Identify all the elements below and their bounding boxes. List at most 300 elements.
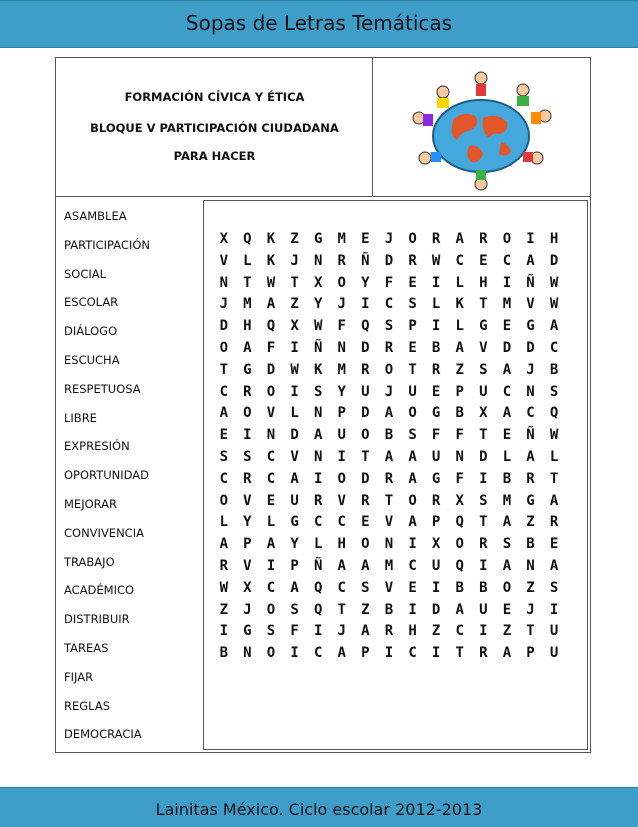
grid-row: [212, 338, 566, 360]
grid-cell: N: [455, 448, 464, 465]
grid-cell: W: [266, 274, 276, 291]
grid-cell: Q: [266, 318, 276, 335]
grid-cell: S: [361, 579, 370, 596]
grid-cell: B: [455, 579, 464, 596]
footer-banner: [0, 787, 638, 827]
grid-cell: A: [313, 427, 323, 444]
grid-cell: Ñ: [313, 557, 323, 574]
grid-cell: S: [243, 448, 252, 465]
grid-cell: D: [526, 339, 535, 356]
grid-cell: I: [290, 645, 299, 662]
grid-cell: H: [243, 318, 252, 335]
grid-row: [212, 600, 566, 622]
word-item: TAREAS: [64, 640, 109, 655]
grid-cell: P: [526, 645, 535, 662]
grid-cell: C: [219, 470, 229, 487]
grid-cell: I: [479, 623, 488, 640]
grid-cell: F: [455, 427, 464, 444]
grid-cell: F: [266, 339, 276, 356]
grid-cell: E: [479, 252, 488, 269]
grid-cell: D: [290, 427, 299, 444]
grid-row: [212, 578, 566, 600]
grid-cell: V: [243, 557, 252, 574]
grid-cell: X: [479, 405, 488, 422]
grid-cell: A: [384, 448, 394, 465]
grid-cell: K: [266, 231, 276, 247]
grid-cell: A: [526, 448, 535, 465]
grid-cell: O: [337, 274, 346, 291]
illustration-box: [373, 58, 590, 196]
grid-cell: Q: [549, 405, 559, 422]
grid-cell: L: [290, 405, 299, 422]
grid-cell: O: [219, 339, 229, 356]
grid-cell: S: [408, 427, 417, 444]
grid-cell: E: [361, 231, 370, 247]
grid-cell: T: [243, 274, 252, 291]
title-banner: [0, 0, 638, 48]
grid-cell: O: [361, 536, 370, 553]
grid-cell: X: [219, 231, 229, 247]
grid-cell: I: [479, 470, 488, 487]
grid-cell: D: [479, 448, 488, 465]
grid-cell: B: [384, 427, 394, 444]
grid-cell: D: [361, 470, 370, 487]
grid-cell: M: [502, 492, 512, 509]
word-item: ASAMBLEA: [64, 209, 127, 223]
grid-cell: D: [502, 339, 512, 356]
grid-cell: C: [502, 383, 512, 400]
grid-cell: D: [549, 252, 559, 269]
grid-row: [212, 294, 566, 316]
word-item: PARTICIPACIÓN: [64, 237, 150, 252]
grid-cell: A: [337, 645, 346, 662]
grid-cell: O: [266, 645, 276, 662]
grid-cell: C: [526, 405, 535, 422]
letter-grid-box: [203, 200, 588, 750]
grid-cell: R: [243, 470, 252, 487]
grid-cell: O: [337, 470, 346, 487]
grid-cell: Z: [219, 601, 229, 618]
grid-cell: C: [337, 579, 346, 596]
grid-cell: B: [455, 405, 464, 422]
grid-cell: A: [361, 623, 370, 640]
grid-cell: G: [526, 492, 535, 509]
grid-cell: A: [219, 536, 229, 553]
grid-cell: R: [479, 231, 488, 247]
grid-cell: G: [526, 318, 535, 335]
grid-cell: A: [455, 231, 464, 247]
grid-cell: M: [243, 296, 252, 313]
grid-cell: A: [502, 405, 512, 422]
grid-cell: N: [337, 339, 346, 356]
grid-cell: S: [384, 318, 394, 335]
grid-cell: A: [219, 405, 229, 422]
grid-cell: A: [502, 514, 512, 531]
grid-cell: Z: [290, 231, 299, 247]
grid-cell: L: [219, 514, 229, 531]
word-item: DEMOCRACIA: [64, 727, 142, 742]
grid-cell: N: [266, 427, 276, 444]
grid-cell: X: [313, 274, 323, 291]
header-divider: [56, 196, 590, 197]
grid-cell: I: [337, 448, 346, 465]
grid-cell: U: [290, 492, 299, 509]
grid-cell: R: [431, 361, 441, 378]
grid-cell: M: [337, 361, 346, 378]
grid-cell: I: [313, 623, 323, 640]
grid-cell: Z: [290, 296, 299, 313]
grid-cell: V: [479, 339, 488, 356]
grid-cell: M: [384, 557, 394, 574]
grid-cell: I: [431, 645, 441, 662]
grid-cell: B: [479, 579, 488, 596]
grid-row: [212, 360, 566, 382]
word-item: ESCOLAR: [64, 295, 119, 310]
grid-row: [212, 229, 566, 251]
grid-cell: R: [361, 492, 370, 509]
grid-cell: X: [431, 536, 441, 553]
grid-cell: C: [219, 383, 229, 400]
grid-cell: I: [384, 645, 394, 662]
grid-cell: M: [337, 231, 346, 247]
grid-cell: U: [479, 383, 488, 400]
grid-cell: A: [455, 601, 464, 618]
grid-cell: A: [502, 361, 512, 378]
grid-cell: I: [313, 470, 323, 487]
grid-cell: P: [290, 557, 299, 574]
grid-cell: J: [337, 623, 346, 640]
grid-row: [212, 512, 566, 534]
grid-cell: N: [219, 274, 229, 291]
word-item: EXPRESIÓN: [64, 439, 130, 454]
grid-cell: S: [290, 601, 299, 618]
grid-cell: X: [290, 318, 299, 335]
grid-cell: J: [384, 231, 394, 247]
grid-cell: B: [502, 470, 512, 487]
grid-cell: W: [549, 427, 559, 444]
grid-cell: G: [243, 361, 252, 378]
grid-cell: O: [502, 231, 512, 247]
grid-cell: U: [337, 427, 346, 444]
grid-cell: O: [408, 492, 417, 509]
grid-cell: R: [313, 492, 323, 509]
grid-cell: O: [384, 361, 394, 378]
grid-cell: I: [290, 339, 299, 356]
grid-cell: Q: [243, 231, 252, 247]
grid-cell: V: [243, 492, 252, 509]
grid-row: [212, 556, 566, 578]
grid-row: [212, 316, 566, 338]
grid-row: [212, 273, 566, 295]
grid-cell: R: [337, 252, 346, 269]
grid-cell: A: [361, 557, 370, 574]
grid-cell: T: [455, 645, 464, 662]
grid-cell: R: [479, 645, 488, 662]
grid-row: [212, 447, 566, 469]
letter-grid: [212, 229, 566, 665]
grid-cell: B: [431, 339, 441, 356]
grid-cell: Q: [455, 514, 464, 531]
grid-cell: N: [243, 645, 252, 662]
grid-cell: V: [337, 492, 346, 509]
grid-cell: A: [526, 252, 535, 269]
grid-cell: Z: [502, 623, 512, 640]
grid-cell: N: [384, 536, 394, 553]
grid-cell: I: [431, 318, 441, 335]
grid-cell: F: [431, 427, 441, 444]
word-item: DISTRIBUIR: [64, 612, 130, 627]
grid-cell: C: [384, 296, 394, 313]
grid-cell: C: [266, 470, 276, 487]
word-item: MEJORAR: [64, 496, 118, 511]
word-item: LIBRE: [64, 410, 97, 425]
grid-cell: S: [266, 623, 276, 640]
grid-cell: A: [455, 339, 464, 356]
grid-cell: T: [219, 361, 229, 378]
word-item: OPORTUNIDAD: [64, 468, 150, 483]
globe-with-children-icon: [373, 58, 591, 196]
word-item: CONVIVENCIA: [64, 525, 144, 540]
grid-cell: K: [455, 296, 464, 313]
grid-cell: O: [455, 536, 464, 553]
grid-cell: S: [479, 361, 488, 378]
grid-cell: M: [502, 296, 512, 313]
grid-cell: R: [384, 470, 394, 487]
grid-cell: R: [408, 252, 417, 269]
grid-cell: P: [337, 405, 346, 422]
grid-cell: A: [408, 470, 417, 487]
grid-cell: T: [384, 492, 394, 509]
grid-cell: G: [431, 470, 441, 487]
grid-cell: E: [549, 536, 559, 553]
grid-cell: O: [266, 383, 276, 400]
grid-cell: O: [408, 405, 417, 422]
grid-cell: D: [361, 339, 370, 356]
grid-cell: T: [479, 427, 488, 444]
grid-cell: R: [431, 231, 441, 247]
grid-cell: C: [408, 645, 417, 662]
grid-cell: O: [219, 492, 229, 509]
grid-cell: B: [384, 601, 394, 618]
grid-cell: A: [266, 296, 276, 313]
grid-cell: H: [337, 536, 346, 553]
grid-cell: N: [313, 252, 323, 269]
grid-cell: E: [408, 339, 417, 356]
grid-cell: C: [455, 252, 464, 269]
grid-cell: Q: [361, 318, 370, 335]
grid-cell: U: [408, 383, 417, 400]
grid-cell: S: [408, 296, 417, 313]
grid-cell: S: [479, 492, 488, 509]
grid-cell: Y: [361, 274, 370, 291]
grid-cell: A: [337, 557, 346, 574]
grid-cell: N: [526, 557, 535, 574]
grid-cell: U: [431, 448, 441, 465]
grid-cell: R: [243, 383, 252, 400]
grid-cell: R: [361, 361, 370, 378]
grid-cell: G: [290, 514, 299, 531]
grid-cell: W: [313, 318, 323, 335]
grid-cell: I: [431, 274, 441, 291]
grid-cell: I: [549, 601, 559, 618]
grid-row: [212, 621, 566, 643]
grid-cell: F: [384, 274, 394, 291]
grid-cell: Q: [313, 601, 323, 618]
grid-cell: Ñ: [526, 274, 535, 291]
grid-cell: L: [431, 296, 441, 313]
grid-cell: A: [266, 536, 276, 553]
grid-cell: A: [408, 448, 417, 465]
grid-cell: L: [502, 448, 512, 465]
grid-cell: V: [384, 514, 394, 531]
grid-cell: I: [361, 296, 370, 313]
grid-cell: E: [408, 274, 417, 291]
word-item: TRABAJO: [64, 554, 115, 569]
grid-cell: F: [455, 470, 464, 487]
grid-cell: Z: [526, 514, 535, 531]
grid-cell: E: [431, 383, 441, 400]
grid-cell: R: [384, 339, 394, 356]
grid-cell: V: [290, 448, 299, 465]
grid-cell: C: [549, 339, 559, 356]
grid-cell: O: [266, 601, 276, 618]
grid-cell: W: [290, 361, 299, 378]
grid-cell: U: [549, 623, 559, 640]
grid-cell: U: [361, 383, 370, 400]
grid-cell: A: [243, 339, 252, 356]
grid-cell: R: [219, 557, 229, 574]
grid-cell: U: [479, 601, 488, 618]
grid-cell: T: [361, 448, 370, 465]
grid-cell: T: [549, 470, 559, 487]
grid-cell: A: [290, 579, 299, 596]
grid-cell: A: [549, 557, 559, 574]
grid-cell: Y: [313, 296, 323, 313]
grid-cell: C: [502, 252, 512, 269]
grid-cell: D: [384, 252, 394, 269]
grid-cell: T: [408, 361, 417, 378]
grid-cell: Z: [526, 579, 535, 596]
grid-cell: H: [408, 623, 417, 640]
grid-cell: S: [549, 383, 559, 400]
grid-cell: S: [502, 536, 512, 553]
grid-cell: H: [549, 231, 559, 247]
grid-cell: L: [313, 536, 323, 553]
grid-cell: T: [479, 296, 488, 313]
worksheet-frame: [55, 57, 591, 753]
header-text-box: [56, 58, 373, 196]
grid-cell: G: [243, 623, 252, 640]
grid-cell: J: [384, 383, 394, 400]
grid-cell: W: [431, 252, 441, 269]
grid-row: [212, 534, 566, 556]
grid-cell: C: [313, 645, 323, 662]
word-list: [64, 209, 199, 756]
grid-cell: I: [243, 427, 252, 444]
grid-cell: J: [219, 296, 229, 313]
grid-cell: P: [243, 536, 252, 553]
grid-cell: A: [549, 318, 559, 335]
grid-cell: I: [526, 231, 535, 247]
grid-cell: S: [549, 579, 559, 596]
grid-cell: D: [219, 318, 229, 335]
grid-cell: G: [479, 318, 488, 335]
word-item: ESCUCHA: [64, 352, 120, 367]
grid-cell: I: [219, 623, 229, 640]
grid-cell: J: [526, 601, 535, 618]
grid-cell: I: [408, 536, 417, 553]
grid-cell: T: [526, 623, 535, 640]
grid-cell: P: [431, 514, 441, 531]
grid-cell: K: [313, 361, 323, 378]
grid-cell: O: [243, 405, 252, 422]
grid-cell: A: [502, 645, 512, 662]
grid-cell: F: [290, 623, 299, 640]
grid-cell: G: [313, 231, 323, 247]
grid-cell: W: [219, 579, 229, 596]
grid-cell: I: [290, 383, 299, 400]
grid-cell: J: [290, 252, 299, 269]
grid-cell: Ñ: [526, 427, 535, 444]
grid-cell: Q: [313, 579, 323, 596]
grid-cell: L: [266, 514, 276, 531]
grid-cell: C: [266, 448, 276, 465]
page-title: Sopas de Letras Temáticas: [185, 11, 453, 35]
grid-cell: G: [431, 405, 441, 422]
grid-cell: P: [408, 318, 417, 335]
grid-cell: B: [219, 645, 229, 662]
grid-cell: T: [290, 274, 299, 291]
grid-cell: V: [266, 405, 276, 422]
grid-cell: V: [219, 252, 229, 269]
subject-title: FORMACIÓN CÍVICA Y ÉTICA: [124, 90, 305, 104]
grid-cell: A: [549, 492, 559, 509]
grid-cell: R: [526, 470, 535, 487]
grid-cell: K: [266, 252, 276, 269]
grid-cell: J: [243, 601, 252, 618]
grid-cell: U: [431, 557, 441, 574]
grid-cell: D: [361, 405, 370, 422]
grid-cell: C: [408, 557, 417, 574]
grid-cell: E: [502, 601, 512, 618]
grid-cell: P: [455, 383, 464, 400]
word-item: FIJAR: [64, 669, 94, 684]
word-item: SOCIAL: [64, 266, 107, 281]
grid-cell: L: [455, 318, 464, 335]
grid-row: [212, 469, 566, 491]
grid-cell: H: [479, 274, 488, 291]
grid-cell: I: [502, 274, 512, 291]
grid-cell: V: [384, 579, 394, 596]
grid-cell: L: [549, 448, 559, 465]
grid-cell: Ñ: [313, 339, 323, 356]
grid-cell: W: [549, 274, 559, 291]
word-item: REGLAS: [64, 698, 111, 713]
grid-cell: L: [243, 252, 252, 269]
grid-cell: S: [219, 448, 229, 465]
grid-cell: J: [337, 296, 346, 313]
word-item: DIÁLOGO: [64, 324, 118, 339]
grid-cell: R: [384, 623, 394, 640]
block-title: BLOQUE V PARTICIPACIÓN CIUDADANA: [90, 121, 339, 135]
grid-cell: C: [313, 514, 323, 531]
grid-cell: O: [361, 427, 370, 444]
grid-cell: P: [361, 645, 370, 662]
grid-cell: O: [502, 579, 512, 596]
grid-cell: A: [408, 514, 417, 531]
grid-row: [212, 251, 566, 273]
grid-cell: J: [526, 361, 535, 378]
